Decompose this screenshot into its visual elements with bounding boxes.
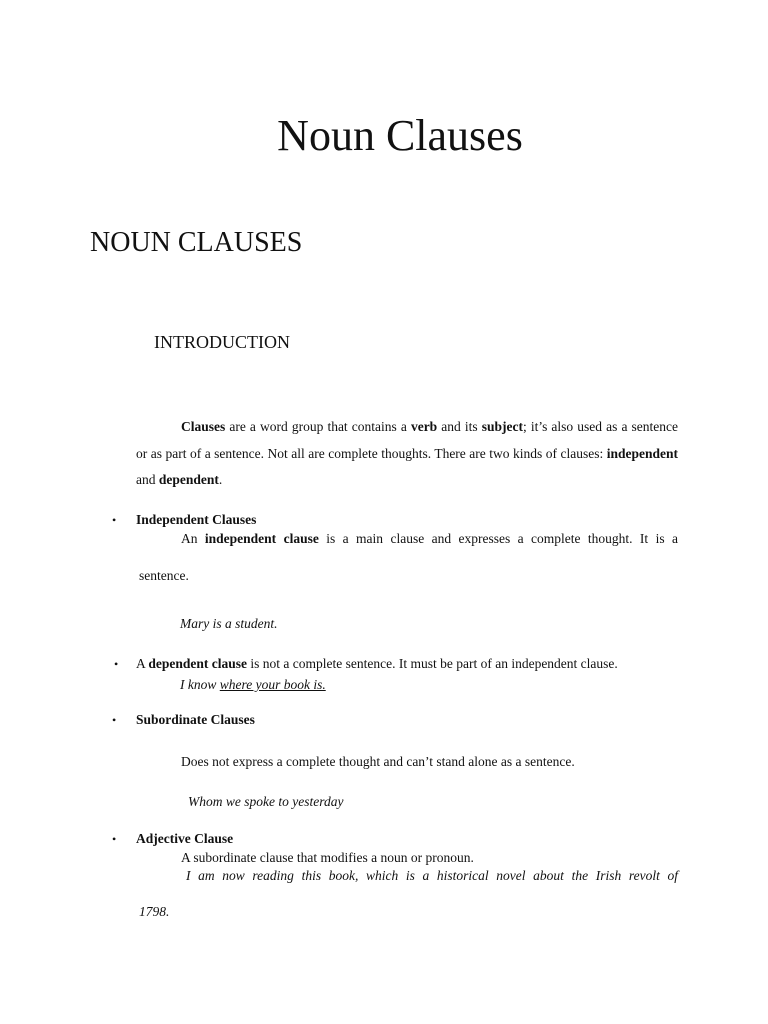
adjective-example-continued: 1798. (139, 904, 170, 919)
adjective-definition: A subordinate clause that modifies a noun or pronoun. (181, 850, 474, 865)
term-subject: subject (481, 419, 523, 434)
subordinate-example: Whom we spoke to yesterday (188, 794, 344, 809)
intro-paragraph (136, 414, 678, 494)
intro-text-3: ; it’s also used as a sentence or as part of a sentence. Not all are complete thoughts. There are two kinds of clauses: (136, 419, 678, 461)
intro-text-5: . (218, 472, 223, 487)
term-clauses: Clauses (181, 419, 226, 434)
subordinate-heading: Subordinate Clauses (136, 712, 255, 727)
adjective-example: I am now reading this book, which is a historical novel about the Irish revolt of (186, 868, 678, 883)
dependent-definition: A dependent clause is not a complete sentence. It must be part of an independent clause. (136, 656, 618, 671)
bullet-icon: • (112, 713, 117, 727)
intro-text-2: and its (437, 419, 482, 434)
bullet-icon: • (112, 832, 117, 846)
bullet-icon: • (114, 657, 119, 671)
term-verb: verb (410, 419, 438, 434)
bullet-icon: • (112, 513, 117, 527)
subsection-heading: INTRODUCTION (154, 332, 290, 352)
intro-text-1: are a word group that contains a (225, 419, 411, 434)
intro-text-4: and (136, 472, 159, 487)
term-dependent: dependent (158, 472, 219, 487)
dependent-example: I know where your book is. (180, 677, 326, 692)
document-title: Noun Clauses (277, 111, 523, 160)
section-heading: NOUN CLAUSES (90, 227, 303, 258)
independent-definition-continued: sentence. (139, 568, 189, 583)
independent-definition: An independent clause is a main clause and expresses a complete thought. It is a (181, 531, 678, 546)
adjective-heading: Adjective Clause (136, 831, 234, 846)
independent-example: Mary is a student. (180, 616, 278, 631)
independent-heading: Independent Clauses (136, 512, 257, 527)
term-independent: independent (606, 445, 678, 461)
subordinate-definition: Does not express a complete thought and can’t stand alone as a sentence. (181, 754, 575, 769)
